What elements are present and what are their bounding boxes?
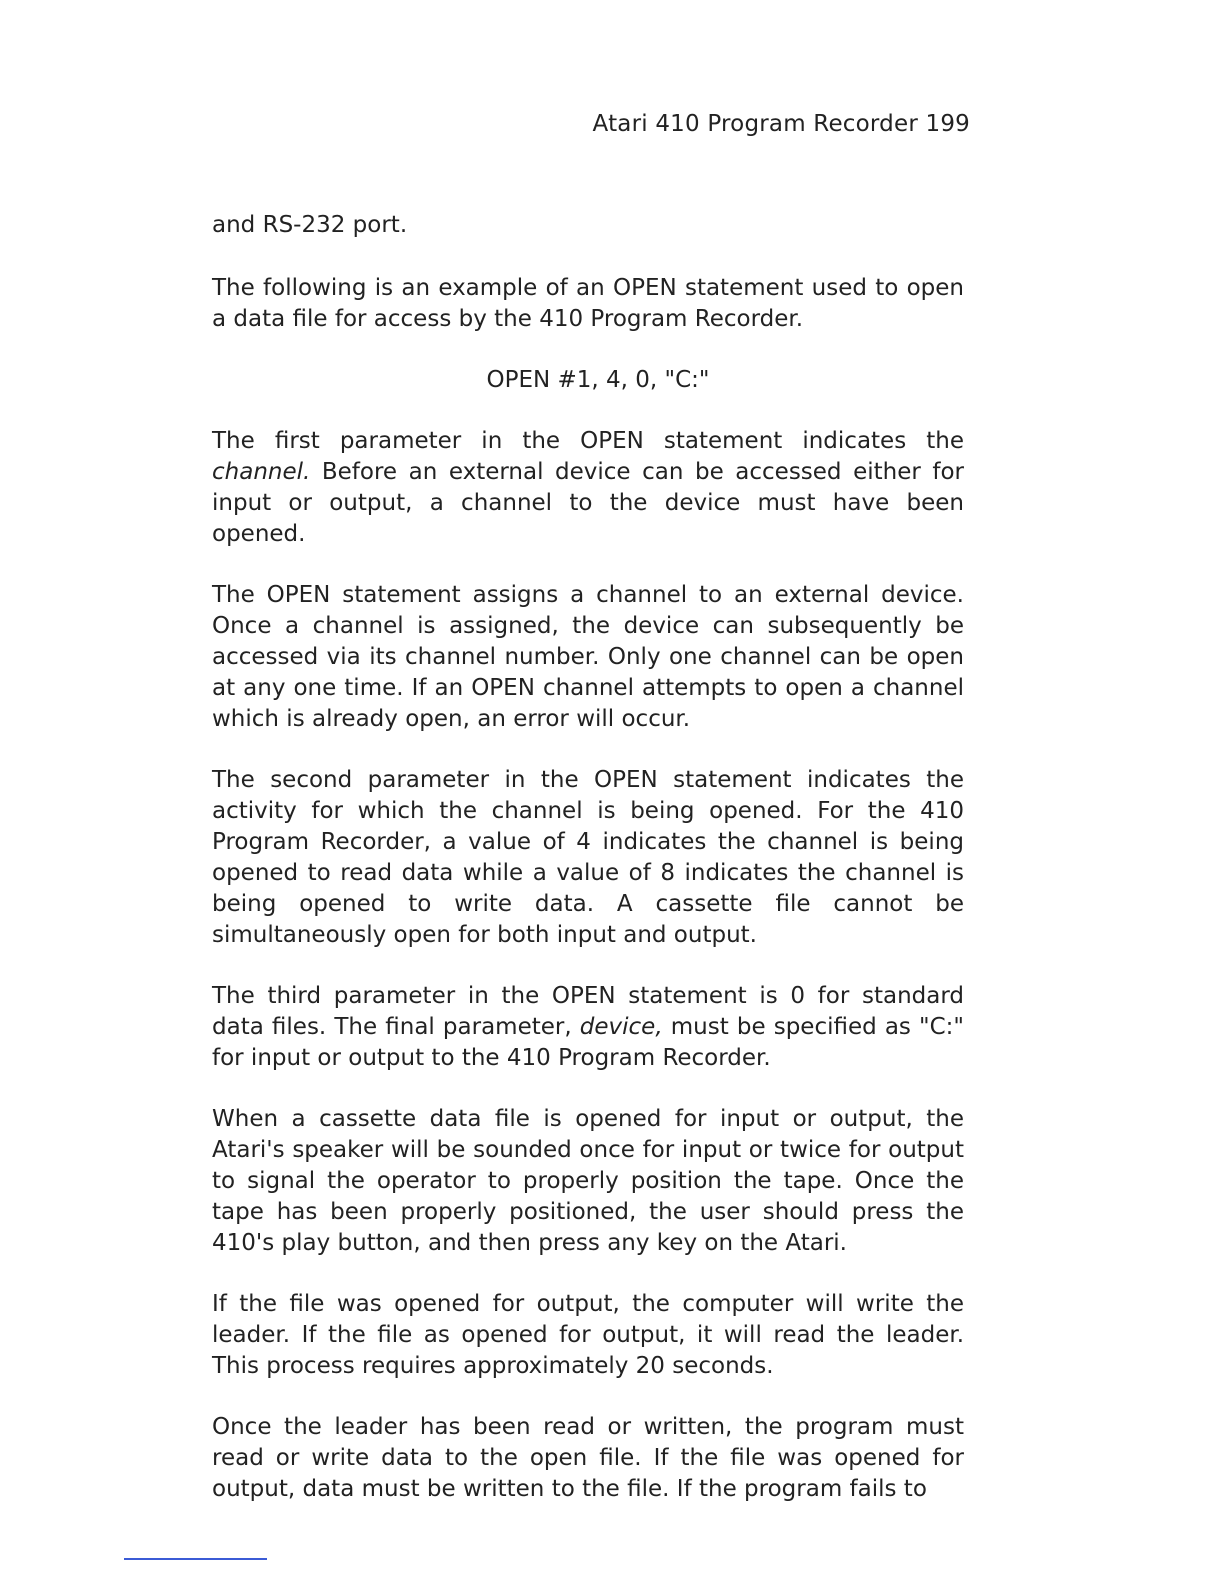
paragraph-read-write: Once the leader has been read or written, the program must read or write data to the open file. If the file was opened for output, data must be written to the file. If the program fails to [212,1414,964,1502]
paragraph-first-parameter [212,426,964,550]
footer-rule [124,1558,267,1560]
text-run: The first parameter in the OPEN statement indicates the [212,428,964,454]
paragraph-speaker-signal: When a cassette data file is opened for input or output, the Atari's speaker will be sounded once for input or twice for output to signal the operator to properly position the tape. Once the tape has been properly positioned, the user should press the 410's play button, and then press any key on the Atari. [212,1106,964,1256]
paragraph-continued: and RS-232 port. [212,212,408,238]
text-run: Before an external device can be accessed either for input or output, a channel to the device must have been opened. [212,459,964,547]
text-run: The third parameter in the OPEN statement is 0 for standard data files. The final parameter, [212,983,964,1040]
paragraph-second-parameter: The second parameter in the OPEN statement indicates the activity for which the channel is being opened. For the 410 Program Recorder, a value of 4 indicates the channel is being opened to read data while a value of 8 indicates the channel is being opened to write data. A cassette file cannot be simultaneously open for both input and output. [212,767,964,948]
text-run: must be specified as "C:" for input or output to the 410 Program Recorder. [212,1014,965,1071]
paragraph-third-parameter [212,981,964,1074]
body-text [212,210,964,1535]
emphasis-device: device, [579,1014,663,1040]
paragraph-channel-assignment: The OPEN statement assigns a channel to an external device. Once a channel is assigned, the device can subsequently be accessed via its channel number. Only one channel can be open at any one time. If an OPEN channel attempts to open a channel which is already open, an error will occur. [212,582,964,732]
emphasis-channel: channel. [212,459,311,485]
paragraph-open-example-intro: The following is an example of an OPEN statement used to open a data file for access by the 410 Program Recorder. [212,275,964,332]
code-example-open: OPEN #1, 4, 0, "C:" [486,367,710,393]
page-number: 199 [925,111,970,137]
running-title: Atari 410 Program Recorder [592,111,918,137]
paragraph-leader: If the file was opened for output, the computer will write the leader. If the file as opened for output, it will read the leader. This process requires approximately 20 seconds. [212,1291,964,1379]
running-header [212,108,970,140]
